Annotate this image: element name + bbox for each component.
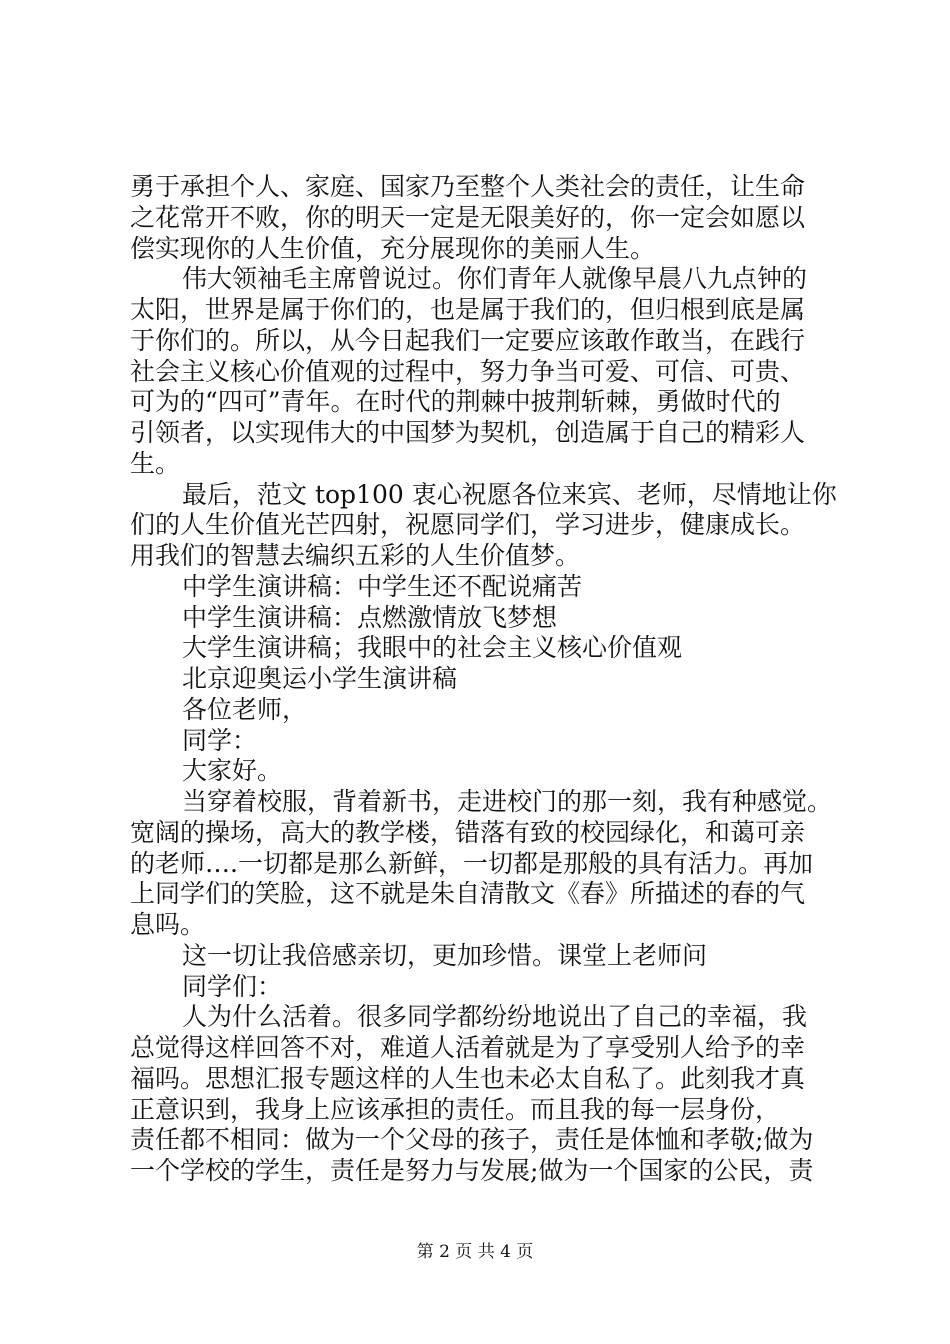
text-line: 宽阔的操场，高大的教学楼，错落有致的校园绿化，和蔼可亲	[130, 817, 806, 847]
text-line: 各位老师，	[182, 694, 308, 724]
text-line: 福吗。思想汇报专题这样的人生也未必太自私了。此刻我才真	[130, 1063, 806, 1093]
text-line: 引领者，以实现伟大的中国梦为契机，创造属于自己的精彩人	[130, 418, 806, 447]
text-line: 这一切让我倍感亲切，更加珍惜。课堂上老师问	[182, 940, 708, 970]
text-line: 生。	[130, 448, 181, 478]
text-line: 可为的“四可”青年。在时代的荆棘中披荆斩棘，勇做时代的	[130, 387, 781, 417]
text-line: 大家好。	[182, 756, 283, 786]
text-line: 人为什么活着。很多同学都纷纷地说出了自己的幸福，我	[182, 1002, 808, 1032]
text-line: 大学生演讲稿；我眼中的社会主义核心价值观	[182, 633, 683, 663]
text-line: 责任都不相同：做为一个父母的孩子，责任是体恤和孝敬;做为	[130, 1125, 814, 1155]
text-line: 太阳，世界是属于你们的，也是属于我们的，但归根到底是属	[130, 295, 806, 324]
text-line: 于你们的。所以，从今日起我们一定要应该敢作敢当，在践行	[130, 325, 806, 355]
text-line: 社会主义核心价值观的过程中，努力争当可爱、可信、可贵、	[130, 356, 806, 386]
text-line: 中学生演讲稿：中学生还不配说痛苦	[182, 571, 583, 601]
text-line: 正意识到，我身上应该承担的责任。而且我的每一层身份，	[130, 1094, 781, 1124]
text-line: 最后，范文 top100 衷心祝愿各位来宾、老师，尽情地让你	[182, 479, 837, 509]
text-line: 息吗。	[130, 910, 206, 939]
text-line: 当穿着校服，背着新书，走进校门的那一刻，我有种感觉。	[182, 787, 833, 816]
text-line: 用我们的智慧去编织五彩的人生价值梦。	[130, 541, 581, 570]
text-line: 同学们：	[182, 971, 283, 1001]
text-line: 上同学们的笑脸，这不就是朱自清散文《春》所描述的春的气	[130, 879, 806, 909]
text-line: 们的人生价值光芒四射，祝愿同学们，学习进步，健康成长。	[130, 510, 806, 540]
text-line: 之花常开不败，你的明天一定是无限美好的，你一定会如愿以	[130, 202, 806, 232]
text-line: 的老师….一切都是那么新鲜，一切都是那般的具有活力。再加	[130, 848, 813, 878]
text-line: 偿实现你的人生价值，充分展现你的美丽人生。	[130, 233, 656, 263]
text-line: 总觉得这样回答不对，难道人活着就是为了享受别人给予的幸	[130, 1033, 806, 1062]
document-body	[130, 172, 837, 1187]
text-line: 北京迎奥运小学生演讲稿	[182, 664, 458, 693]
page-number-footer: 第 2 页 共 4 页	[416, 1242, 534, 1262]
text-line: 同学：	[182, 725, 258, 755]
text-line: 勇于承担个人、家庭、国家乃至整个人类社会的责任，让生命	[130, 172, 806, 201]
text-line: 伟大领袖毛主席曾说过。你们青年人就像早晨八九点钟的	[182, 264, 808, 294]
text-line: 一个学校的学生，责任是努力与发展;做为一个国家的公民，责	[130, 1156, 814, 1185]
text-line: 中学生演讲稿：点燃激情放飞梦想	[182, 602, 558, 632]
